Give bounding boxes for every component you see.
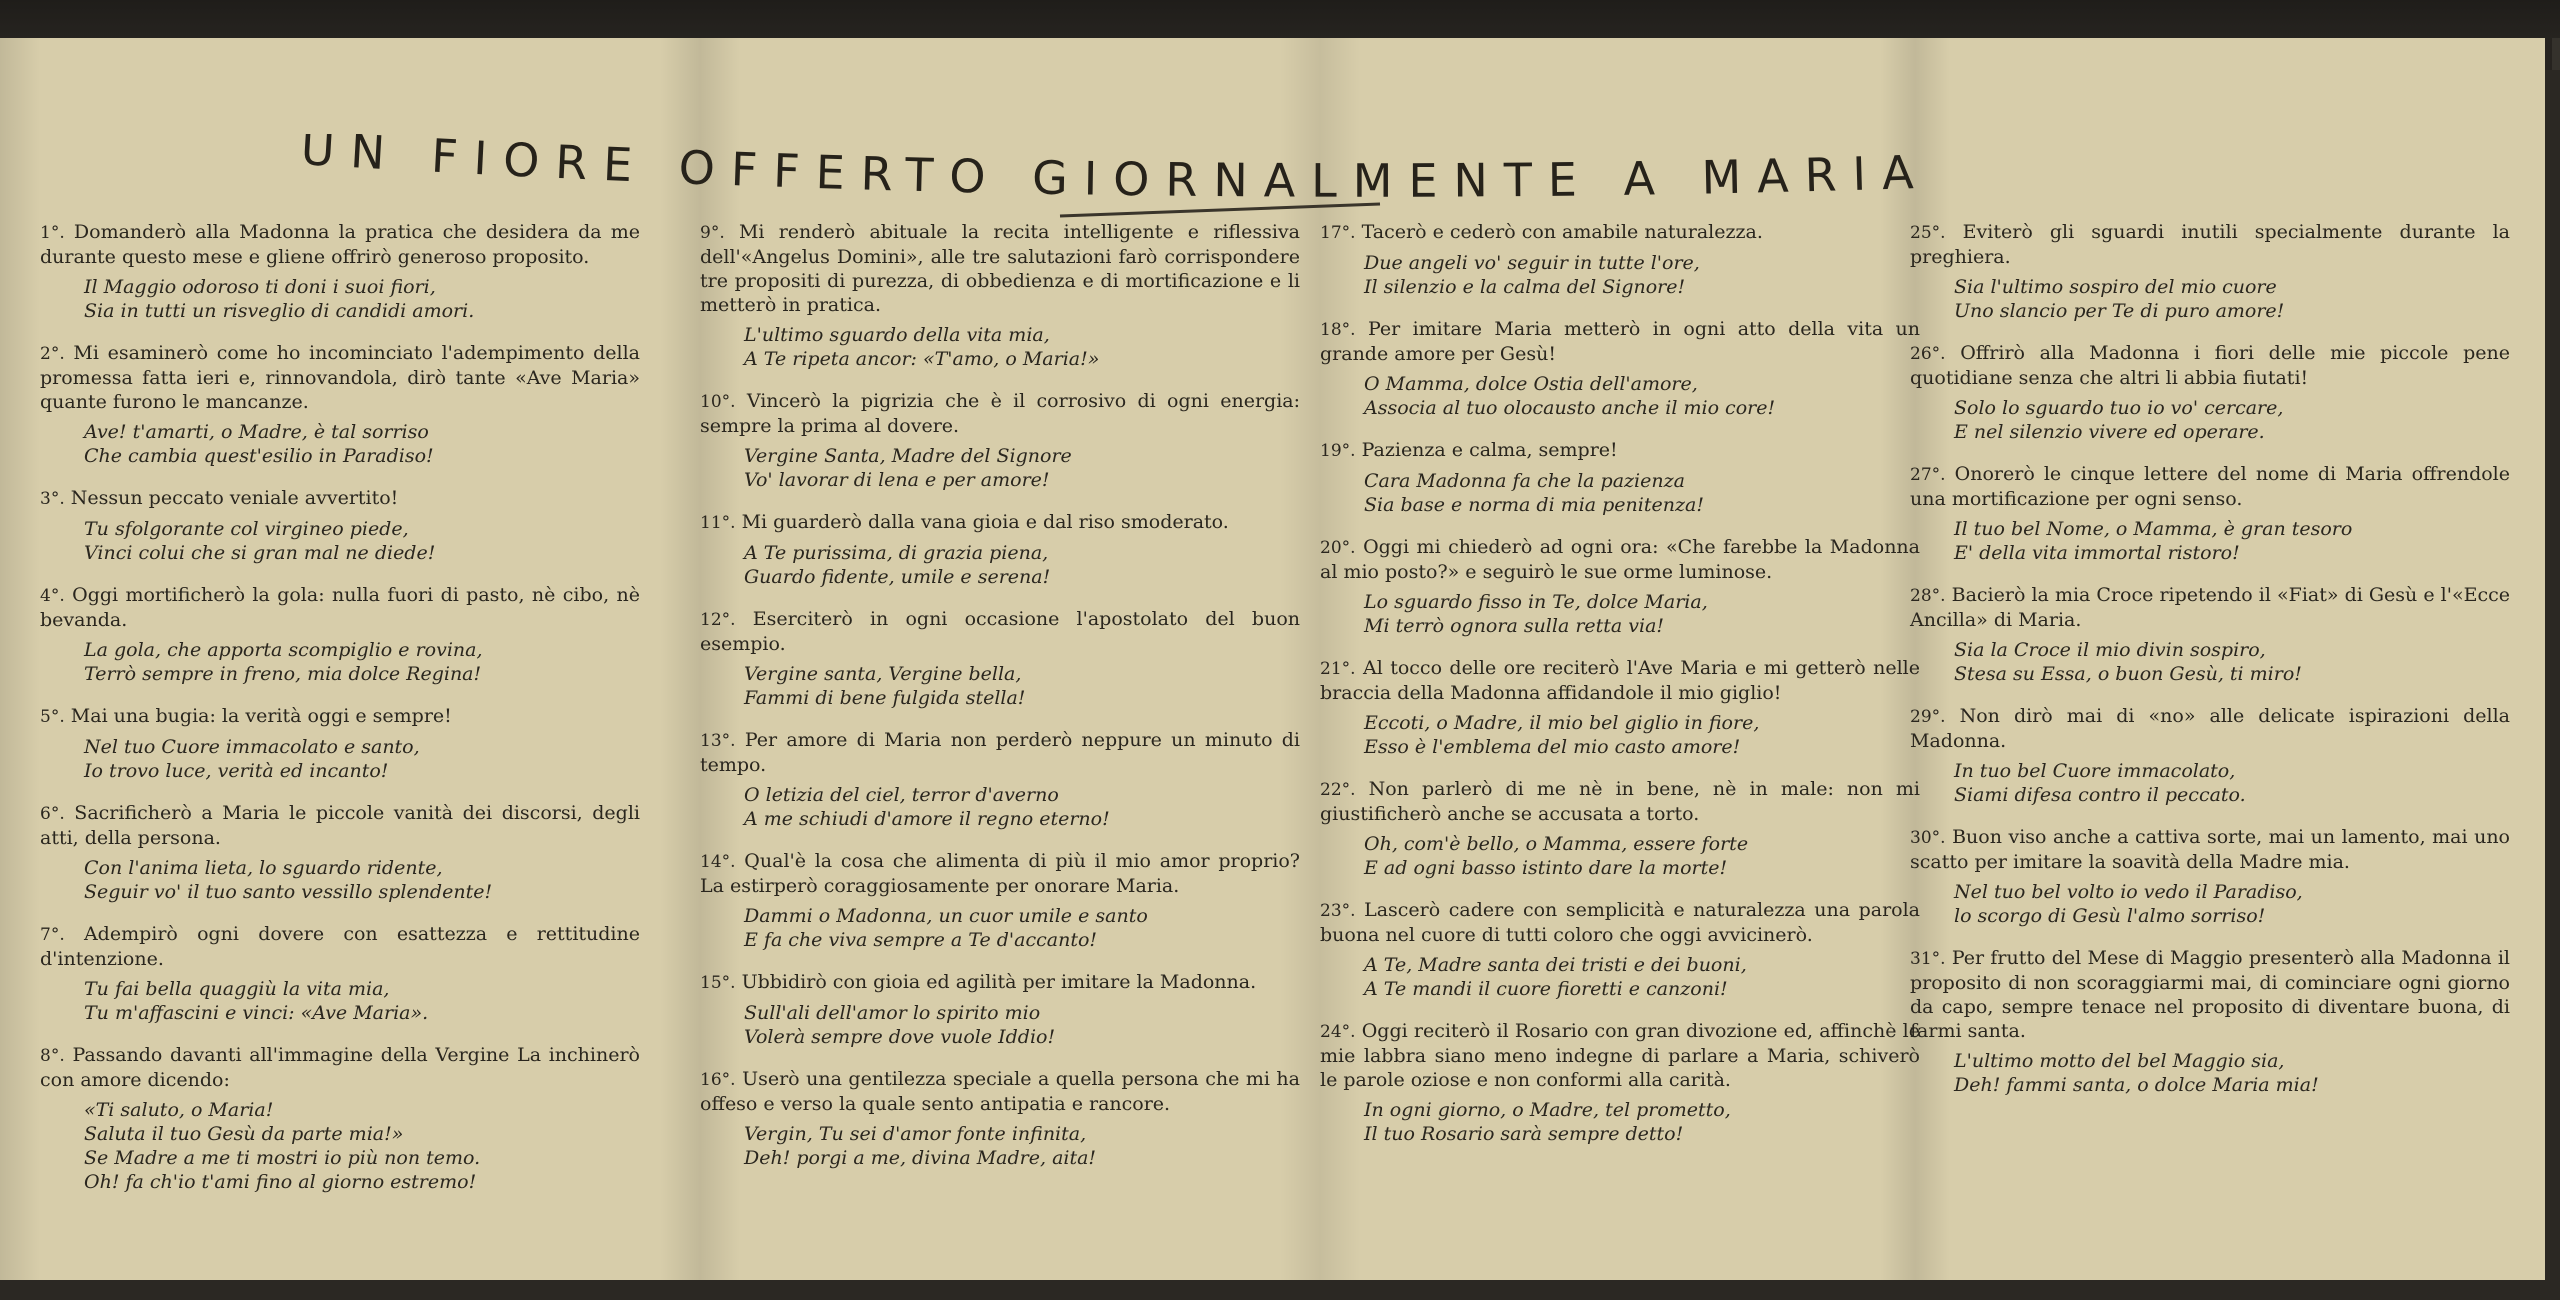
verse bbox=[1364, 1098, 1920, 1146]
entry-text bbox=[700, 849, 1300, 898]
day-number: 13°. bbox=[700, 731, 736, 751]
entry-text bbox=[1910, 341, 2510, 390]
verse-line: Vinci colui che si gran mal ne diede! bbox=[84, 542, 436, 564]
verse-line: E nel silenzio vivere ed operare. bbox=[1954, 421, 2265, 443]
resolution-text: Oggi mortificherò la gola: nulla fuori di pasto, nè cibo, nè bevanda. bbox=[40, 584, 640, 631]
verse bbox=[84, 1098, 640, 1194]
verse bbox=[1364, 251, 1920, 299]
verse bbox=[1364, 953, 1920, 1001]
verse-line: Oh, com'è bello, o Mamma, essere forte bbox=[1364, 833, 1749, 855]
day-entry bbox=[1320, 777, 1920, 880]
verse bbox=[744, 1122, 1300, 1170]
verse bbox=[1954, 759, 2510, 807]
day-entry bbox=[40, 583, 640, 686]
day-entry bbox=[1910, 704, 2510, 807]
entry-text bbox=[700, 607, 1300, 656]
resolution-text: Mai una bugia: la verità oggi e sempre! bbox=[70, 705, 452, 727]
resolution-text: Tacerò e cederò con amabile naturalezza. bbox=[1361, 221, 1763, 243]
resolution-text: Mi guarderò dalla vana gioia e dal riso smoderato. bbox=[741, 511, 1229, 533]
verse-line: L'ultimo motto del bel Maggio sia, bbox=[1954, 1050, 2285, 1072]
entry-text bbox=[40, 704, 640, 729]
day-entry bbox=[1320, 1019, 1920, 1146]
day-number: 18°. bbox=[1320, 320, 1356, 340]
day-entry bbox=[40, 704, 640, 783]
leaflet-sheet bbox=[0, 38, 2545, 1280]
day-entry bbox=[1910, 583, 2510, 686]
day-entry bbox=[1910, 462, 2510, 565]
day-number: 17°. bbox=[1320, 223, 1356, 243]
verse-line: E ad ogni basso istinto dare la morte! bbox=[1364, 857, 1728, 879]
verse bbox=[84, 977, 640, 1025]
entry-text bbox=[1910, 583, 2510, 632]
verse-line: Sull'ali dell'amor lo spirito mio bbox=[744, 1002, 1041, 1024]
day-entry bbox=[40, 922, 640, 1025]
verse-line: Sia in tutti un risveglio di candidi amori. bbox=[84, 300, 475, 322]
resolution-text: Buon viso anche a cattiva sorte, mai un lamento, mai uno scatto per imitare la soavità della Madre mia. bbox=[1910, 826, 2510, 873]
entry-text bbox=[700, 970, 1300, 995]
verse-line: Mi terrò ognora sulla retta via! bbox=[1364, 615, 1665, 637]
day-entry bbox=[700, 220, 1300, 371]
day-entry bbox=[700, 849, 1300, 952]
verse-line: Stesa su Essa, o buon Gesù, ti miro! bbox=[1954, 663, 2302, 685]
day-number: 1°. bbox=[40, 223, 65, 243]
day-entry bbox=[1910, 946, 2510, 1097]
day-number: 30°. bbox=[1910, 828, 1946, 848]
entry-text bbox=[1320, 656, 1920, 705]
resolution-text: Ubbidirò con gioia ed agilità per imitare la Madonna. bbox=[741, 971, 1257, 993]
verse bbox=[84, 420, 640, 468]
resolution-text: Vincerò la pigrizia che è il corrosivo di ogni energia: sempre la prima al dovere. bbox=[700, 390, 1301, 437]
entry-text bbox=[1320, 898, 1920, 947]
day-entry bbox=[1910, 341, 2510, 444]
verse bbox=[744, 323, 1300, 371]
verse-line: Guardo fidente, umile e serena! bbox=[744, 566, 1051, 588]
entry-text bbox=[1910, 825, 2510, 874]
entry-text bbox=[1320, 777, 1920, 826]
verse-line: Solo lo sguardo tuo io vo' cercare, bbox=[1954, 397, 2284, 419]
day-number: 20°. bbox=[1320, 538, 1356, 558]
day-number: 21°. bbox=[1320, 659, 1356, 679]
entry-text bbox=[1320, 438, 1920, 463]
day-number: 11°. bbox=[700, 513, 736, 533]
day-number: 22°. bbox=[1320, 780, 1356, 800]
resolution-text: Eserciterò in ogni occasione l'apostolato del buon esempio. bbox=[700, 608, 1300, 655]
verse-line: A Te purissima, di grazia piena, bbox=[744, 542, 1049, 564]
verse-line: Siami difesa contro il peccato. bbox=[1954, 784, 2246, 806]
verse-line: Vergine Santa, Madre del Signore bbox=[744, 445, 1072, 467]
day-number: 28°. bbox=[1910, 586, 1946, 606]
verse-line: Vergine santa, Vergine bella, bbox=[744, 663, 1022, 685]
verse-line: Due angeli vo' seguir in tutte l'ore, bbox=[1364, 252, 1700, 274]
day-entry bbox=[700, 1067, 1300, 1170]
resolution-text: Sacrificherò a Maria le piccole vanità dei discorsi, degli atti, della persona. bbox=[40, 802, 640, 849]
verse-line: Deh! porgi a me, divina Madre, aita! bbox=[744, 1147, 1097, 1169]
verse bbox=[84, 735, 640, 783]
title-textpath: UN FIORE OFFERTO GIORNALMENTE A MARIA bbox=[300, 134, 1931, 208]
verse bbox=[1954, 880, 2510, 928]
verse-line: Vergin, Tu sei d'amor fonte infinita, bbox=[744, 1123, 1087, 1145]
entry-text bbox=[40, 922, 640, 971]
verse-line: lo scorgo di Gesù l'almo sorriso! bbox=[1954, 905, 2266, 927]
verse-line: Se Madre a me ti mostri io più non temo. bbox=[84, 1147, 481, 1169]
entry-text bbox=[40, 1043, 640, 1092]
verse-line: L'ultimo sguardo della vita mia, bbox=[744, 324, 1050, 346]
resolution-text: Lascerò cadere con semplicità e naturalezza una parola buona nel cuore di tutti coloro che oggi avvicinerò. bbox=[1320, 899, 1920, 946]
entry-text bbox=[1910, 946, 2510, 1043]
verse-line: «Ti saluto, o Maria! bbox=[84, 1099, 274, 1121]
day-number: 10°. bbox=[700, 392, 736, 412]
resolution-text: Mi renderò abituale la recita intelligente e riflessiva dell'«Angelus Domini», alle tre salutazioni farò corrispondere tre propositi di purezza, di obbedienza e di mortificazione e li metterò in pratica. bbox=[700, 221, 1300, 316]
verse-line: Seguir vo' il tuo santo vessillo splendente! bbox=[84, 881, 493, 903]
title-text bbox=[300, 134, 1930, 208]
entry-text bbox=[1910, 462, 2510, 511]
day-number: 4°. bbox=[40, 586, 65, 606]
day-number: 29°. bbox=[1910, 707, 1946, 727]
resolution-text: Non dirò mai di «no» alle delicate ispirazioni della Madonna. bbox=[1910, 705, 2510, 752]
verse-line: Che cambia quest'esilio in Paradiso! bbox=[84, 445, 434, 467]
entry-text bbox=[1320, 220, 1920, 245]
entry-text bbox=[1910, 704, 2510, 753]
entry-text bbox=[40, 801, 640, 850]
verse bbox=[744, 783, 1300, 831]
title-svg bbox=[300, 134, 2260, 224]
entry-text bbox=[40, 341, 640, 414]
verse-line: Fammi di bene fulgida stella! bbox=[744, 687, 1026, 709]
resolution-text: Mi esaminerò come ho incominciato l'adempimento della promessa fatta ieri e, rinnovandola, dirò tante «Ave Maria» quante furono le mancanze. bbox=[40, 342, 640, 413]
day-number: 5°. bbox=[40, 707, 65, 727]
day-entry bbox=[1910, 825, 2510, 928]
day-entry bbox=[1320, 317, 1920, 420]
verse-line: A Te, Madre santa dei tristi e dei buoni, bbox=[1364, 954, 1747, 976]
day-entry bbox=[700, 728, 1300, 831]
column-3 bbox=[1320, 220, 1920, 1164]
entry-text bbox=[700, 728, 1300, 777]
verse-line: Sia la Croce il mio divin sospiro, bbox=[1954, 639, 2266, 661]
resolution-text: Userò una gentilezza speciale a quella persona che mi ha offeso e verso la quale sento antipatia e rancore. bbox=[700, 1068, 1300, 1115]
day-entry bbox=[700, 970, 1300, 1049]
day-entry bbox=[1320, 438, 1920, 517]
verse-line: In tuo bel Cuore immacolato, bbox=[1954, 760, 2236, 782]
verse-line: Saluta il tuo Gesù da parte mia!» bbox=[84, 1123, 404, 1145]
entry-text bbox=[40, 583, 640, 632]
verse-line: Terrò sempre in freno, mia dolce Regina! bbox=[84, 663, 482, 685]
verse-line: Esso è l'emblema del mio casto amore! bbox=[1364, 736, 1741, 758]
day-entry bbox=[1320, 898, 1920, 1001]
day-number: 26°. bbox=[1910, 344, 1946, 364]
day-entry bbox=[700, 510, 1300, 589]
resolution-text: Per amore di Maria non perderò neppure un minuto di tempo. bbox=[700, 729, 1300, 776]
verse bbox=[1364, 590, 1920, 638]
verse-line: La gola, che apporta scompiglio e rovina, bbox=[84, 639, 483, 661]
columns-container bbox=[30, 220, 2520, 1300]
verse-line: Lo sguardo fisso in Te, dolce Maria, bbox=[1364, 591, 1708, 613]
resolution-text: Onorerò le cinque lettere del nome di Maria offrendole una mortificazione per ogni senso. bbox=[1910, 463, 2510, 510]
verse-line: O Mamma, dolce Ostia dell'amore, bbox=[1364, 373, 1698, 395]
day-number: 9°. bbox=[700, 223, 725, 243]
day-number: 27°. bbox=[1910, 465, 1946, 485]
day-number: 15°. bbox=[700, 973, 736, 993]
day-entry bbox=[1320, 656, 1920, 759]
verse-line: Il tuo Rosario sarà sempre detto! bbox=[1364, 1123, 1684, 1145]
verse-line: A me schiudi d'amore il regno eterno! bbox=[744, 808, 1110, 830]
day-entry bbox=[1320, 220, 1920, 299]
day-entry bbox=[1320, 535, 1920, 638]
verse-line: E fa che viva sempre a Te d'accanto! bbox=[744, 929, 1098, 951]
day-number: 23°. bbox=[1320, 901, 1356, 921]
resolution-text: Nessun peccato veniale avvertito! bbox=[70, 487, 399, 509]
resolution-text: Oggi reciterò il Rosario con gran divozione ed, affinchè le mie labbra siano meno indegne di parlare a Maria, schiverò le parole oziose e non conformi alla carità. bbox=[1320, 1020, 1920, 1091]
day-entry bbox=[700, 607, 1300, 710]
verse-line: Cara Madonna fa che la pazienza bbox=[1364, 470, 1685, 492]
verse-line: Sia l'ultimo sospiro del mio cuore bbox=[1954, 276, 2277, 298]
verse-line: Tu m'affascini e vinci: «Ave Maria». bbox=[84, 1002, 429, 1024]
verse-line: Volerà sempre dove vuole Iddio! bbox=[744, 1026, 1056, 1048]
verse bbox=[1954, 275, 2510, 323]
resolution-text: Oggi mi chiederò ad ogni ora: «Che farebbe la Madonna al mio posto?» e seguirò le sue orme luminose. bbox=[1320, 536, 1920, 583]
entry-text bbox=[1320, 535, 1920, 584]
column-4 bbox=[1910, 220, 2510, 1115]
verse bbox=[1364, 711, 1920, 759]
verse-line: Uno slancio per Te di puro amore! bbox=[1954, 300, 2285, 322]
verse bbox=[744, 444, 1300, 492]
verse-line: Il tuo bel Nome, o Mamma, è gran tesoro bbox=[1954, 518, 2353, 540]
day-number: 12°. bbox=[700, 610, 736, 630]
day-number: 14°. bbox=[700, 852, 736, 872]
entry-text bbox=[700, 1067, 1300, 1116]
day-entry bbox=[40, 220, 640, 323]
day-number: 3°. bbox=[40, 489, 65, 509]
verse-line: In ogni giorno, o Madre, tel prometto, bbox=[1364, 1099, 1731, 1121]
entry-text bbox=[1320, 1019, 1920, 1092]
column-1 bbox=[40, 220, 640, 1212]
resolution-text: Domanderò alla Madonna la pratica che desidera da me durante questo mese e gliene offrirò generoso proposito. bbox=[40, 221, 640, 268]
day-number: 6°. bbox=[40, 804, 65, 824]
day-number: 19°. bbox=[1320, 441, 1356, 461]
resolution-text: Passando davanti all'immagine della Vergine La inchinerò con amore dicendo: bbox=[40, 1044, 641, 1091]
day-number: 2°. bbox=[40, 344, 65, 364]
verse bbox=[1954, 1049, 2510, 1097]
verse-line: Sia base e norma di mia penitenza! bbox=[1364, 494, 1704, 516]
verse-line: Ave! t'amarti, o Madre, è tal sorriso bbox=[84, 421, 429, 443]
resolution-text: Adempirò ogni dovere con esattezza e rettitudine d'intenzione. bbox=[40, 923, 640, 970]
column-2 bbox=[700, 220, 1300, 1188]
day-entry bbox=[40, 801, 640, 904]
day-number: 24°. bbox=[1320, 1022, 1356, 1042]
verse-line: A Te ripeta ancor: «T'amo, o Maria!» bbox=[744, 348, 1100, 370]
verse-line: Il silenzio e la calma del Signore! bbox=[1364, 276, 1686, 298]
verse bbox=[744, 1001, 1300, 1049]
entry-text bbox=[40, 486, 640, 511]
verse-line: A Te mandi il cuore fioretti e canzoni! bbox=[1364, 978, 1728, 1000]
entry-text bbox=[40, 220, 640, 269]
verse-line: Io trovo luce, verità ed incanto! bbox=[84, 760, 389, 782]
verse-line: Associa al tuo olocausto anche il mio core! bbox=[1364, 397, 1776, 419]
day-number: 16°. bbox=[700, 1070, 736, 1090]
verse-line: Con l'anima lieta, lo sguardo ridente, bbox=[84, 857, 443, 879]
day-number: 7°. bbox=[40, 925, 65, 945]
verse bbox=[1954, 517, 2510, 565]
verse-line: Deh! fammi santa, o dolce Maria mia! bbox=[1954, 1074, 2319, 1096]
entry-text bbox=[1320, 317, 1920, 366]
day-entry bbox=[40, 341, 640, 468]
verse bbox=[744, 904, 1300, 952]
resolution-text: Bacierò la mia Croce ripetendo il «Fiat» di Gesù e l'«Ecce Ancilla» di Maria. bbox=[1910, 584, 2510, 631]
verse-line: Tu sfolgorante col virgineo piede, bbox=[84, 518, 409, 540]
verse bbox=[84, 517, 640, 565]
verse-line: Dammi o Madonna, un cuor umile e santo bbox=[744, 905, 1148, 927]
verse-line: Eccoti, o Madre, il mio bel giglio in fiore, bbox=[1364, 712, 1760, 734]
entry-text bbox=[700, 389, 1300, 438]
day-number: 8°. bbox=[40, 1046, 65, 1066]
verse-line: Tu fai bella quaggiù la vita mia, bbox=[84, 978, 390, 1000]
day-entry bbox=[40, 1043, 640, 1194]
verse bbox=[744, 662, 1300, 710]
day-entry bbox=[40, 486, 640, 565]
verse-line: Oh! fa ch'io t'ami fino al giorno estremo! bbox=[84, 1171, 477, 1193]
resolution-text: Qual'è la cosa che alimenta di più il mio amor proprio? La estirperò coraggiosamente per onorare Maria. bbox=[700, 850, 1300, 897]
day-entry bbox=[1910, 220, 2510, 323]
resolution-text: Al tocco delle ore reciterò l'Ave Maria e mi getterò nelle braccia della Madonna affidandole il mio giglio! bbox=[1320, 657, 1920, 704]
verse-line: E' della vita immortal ristoro! bbox=[1954, 542, 2240, 564]
verse bbox=[1954, 638, 2510, 686]
verse bbox=[84, 638, 640, 686]
day-number: 25°. bbox=[1910, 223, 1946, 243]
verse-line: O letizia del ciel, terror d'averno bbox=[744, 784, 1059, 806]
verse-line: Nel tuo bel volto io vedo il Paradiso, bbox=[1954, 881, 2303, 903]
day-entry bbox=[700, 389, 1300, 492]
verse-line: Il Maggio odoroso ti doni i suoi fiori, bbox=[84, 276, 436, 298]
resolution-text: Offrirò alla Madonna i fiori delle mie piccole pene quotidiane senza che altri li abbia fiutati! bbox=[1910, 342, 2510, 389]
resolution-text: Per imitare Maria metterò in ogni atto della vita un grande amore per Gesù! bbox=[1320, 318, 1920, 365]
page-title bbox=[300, 134, 2260, 224]
entry-text bbox=[700, 510, 1300, 535]
verse bbox=[1364, 469, 1920, 517]
day-number: 31°. bbox=[1910, 949, 1946, 969]
verse-line: Nel tuo Cuore immacolato e santo, bbox=[84, 736, 420, 758]
entry-text bbox=[700, 220, 1300, 317]
resolution-text: Pazienza e calma, sempre! bbox=[1361, 439, 1618, 461]
resolution-text: Non parlerò di me nè in bene, nè in male: non mi giustificherò anche se accusata a torto. bbox=[1320, 778, 1920, 825]
verse bbox=[1364, 372, 1920, 420]
verse bbox=[744, 541, 1300, 589]
resolution-text: Per frutto del Mese di Maggio presenterò alla Madonna il proposito di non scoraggiarmi mai, di cominciare ogni giorno da capo, sempre tenace nel proposito di diventare buona, di farmi santa. bbox=[1910, 947, 2511, 1042]
verse bbox=[1364, 832, 1920, 880]
entry-text bbox=[1910, 220, 2510, 269]
verse bbox=[1954, 396, 2510, 444]
resolution-text: Eviterò gli sguardi inutili specialmente durante la preghiera. bbox=[1910, 221, 2510, 268]
verse-line: Vo' lavorar di lena e per amore! bbox=[744, 469, 1050, 491]
verse bbox=[84, 275, 640, 323]
verse bbox=[84, 856, 640, 904]
